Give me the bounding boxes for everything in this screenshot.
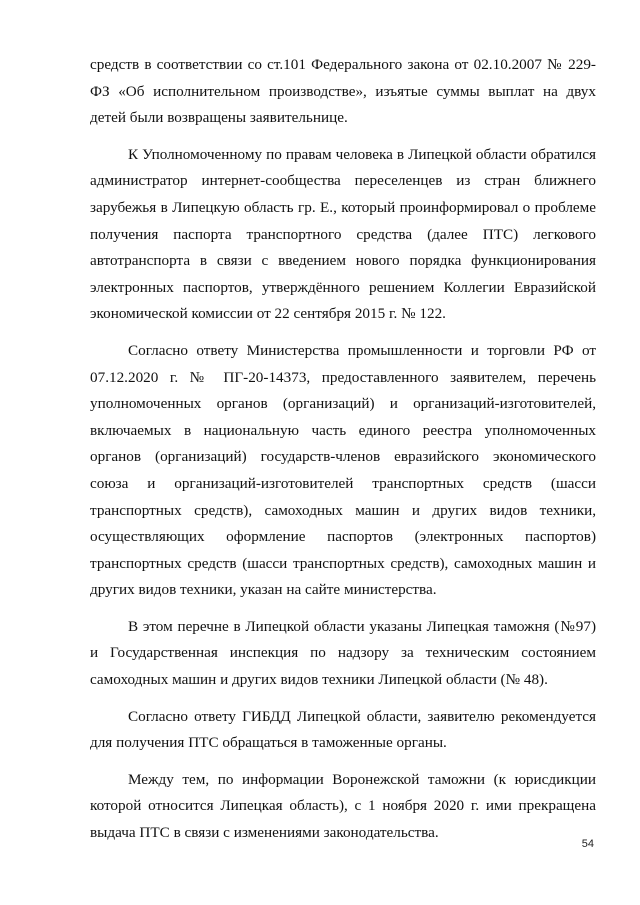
paragraph-3: Согласно ответу Министерства промышленности и торговли РФ от 07.12.2020 г. № ПГ-20-14373, предоставленного заявителем, перечень уполномоченных органов (организаций) и организаций-изготовителей, включаемых в национальную часть единого реестра уполномоченных органов (организаций) государств-членов евразийского экономического союза и организаций-изготовителей транспортных средств (шасси транспортных средств), самоходных машин и других видов техники, осуществляющих оформление паспортов (электронных паспортов) транспортных средств (шасси транспортных средств), самоходных машин и других видов техники, указан на сайте министерства. <box>90 341 596 599</box>
paragraph-2: К Уполномоченному по правам человека в Липецкой области обратился администратор интернет-сообщества переселенцев из стран ближнего зарубежья в Липецкую область гр. Е., который проинформировал о проблеме получения паспорта транспортного средства (далее ПТС) легкового автотранспорта в связи с введением нового порядка функционирования электронных паспортов, утверждённого решением Коллегии Евразийской экономической комиссии от 22 сентября 2015 г. № 122. <box>90 145 596 323</box>
paragraph-5: Согласно ответу ГИБДД Липецкой области, заявителю рекомендуется для получения ПТС обращаться в таможенные органы. <box>90 707 596 752</box>
paragraph-6: Между тем, по информации Воронежской таможни (к юрисдикции которой относится Липецкая область), с 1 ноября 2020 г. ими прекращена выдача ПТС в связи с изменениями законодательства. <box>90 770 596 842</box>
page-number: 54 <box>581 838 594 850</box>
paragraph-1: средств в соответствии со ст.101 Федерального закона от 02.10.2007 № 229-ФЗ «Об исполнительном производстве», изъятые суммы выплат на двух детей были возвращены заявительнице. <box>90 56 596 127</box>
paragraph-4: В этом перечне в Липецкой области указаны Липецкая таможня (№97) и Государственная инспекция по надзору за техническим состоянием самоходных машин и других видов техники Липецкой области (№ 48). <box>90 617 596 689</box>
document-body <box>90 52 596 857</box>
